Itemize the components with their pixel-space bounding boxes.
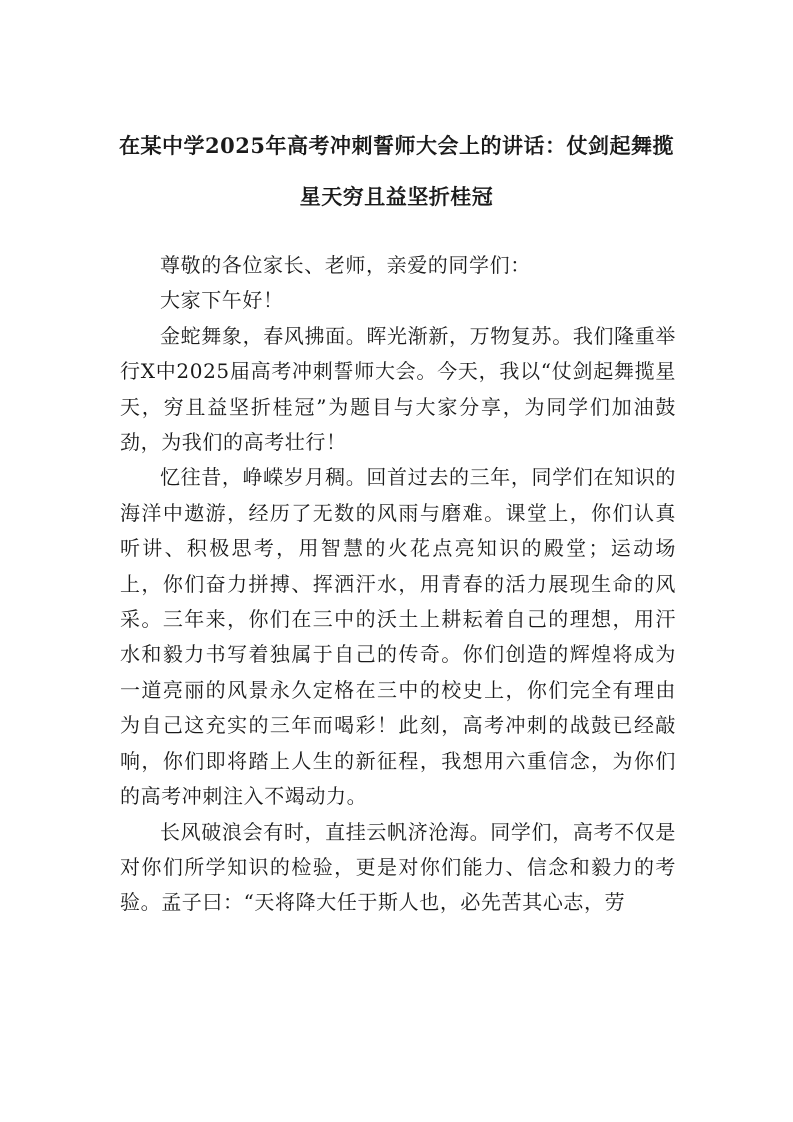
document-title-line-2: 星天穷且益坚折桂冠 bbox=[299, 184, 494, 209]
greeting-paragraph: 大家下午好！ bbox=[160, 288, 284, 313]
salutation-paragraph: 尊敬的各位家长、老师，亲爱的同学们： bbox=[160, 253, 531, 277]
body-paragraph: 长风破浪会有时，直挂云帆济沧海。同学们，高考不仅是对你们所学知识的检验，更是对你们能力、信念和毅力的考验。孟子曰：“天将降大任于斯人也，必先苦其心志，劳 bbox=[120, 819, 676, 915]
body-paragraph: 忆往昔，峥嵘岁月稠。回首过去的三年，同学们在知识的海洋中遨游，经历了无数的风雨与磨难。课堂上，你们认真听讲、积极思考，用智慧的火花点亮知识的殿堂；运动场上，你们奋力拼搏、挥洒汗水，用青春的活力展现生命的风采。三年来，你们在三中的沃土上耕耘着自己的理想，用汗水和毅力书写着独属于自己的传奇。你们创造的辉煌将成为一道亮丽的风景永久定格在三中的校史上，你们完全有理由为自己这充实的三年而喝彩！此刻，高考冲刺的战鼓已经敲响，你们即将踏上人生的新征程，我想用六重信念，为你们的高考冲刺注入不竭动力。 bbox=[120, 465, 676, 809]
document-body bbox=[120, 248, 676, 921]
body-paragraph: 金蛇舞象，春风拂面。晖光渐新，万物复苏。我们隆重举行X中2025届高考冲刺誓师大会。今天，我以“仗剑起舞揽星天，穷且益坚折桂冠”为题目与大家分享，为同学们加油鼓劲，为我们的高考壮行！ bbox=[120, 323, 676, 455]
document-title-line-1: 在某中学2025年高考冲刺誓师大会上的讲话：仗剑起舞揽 bbox=[119, 133, 674, 158]
